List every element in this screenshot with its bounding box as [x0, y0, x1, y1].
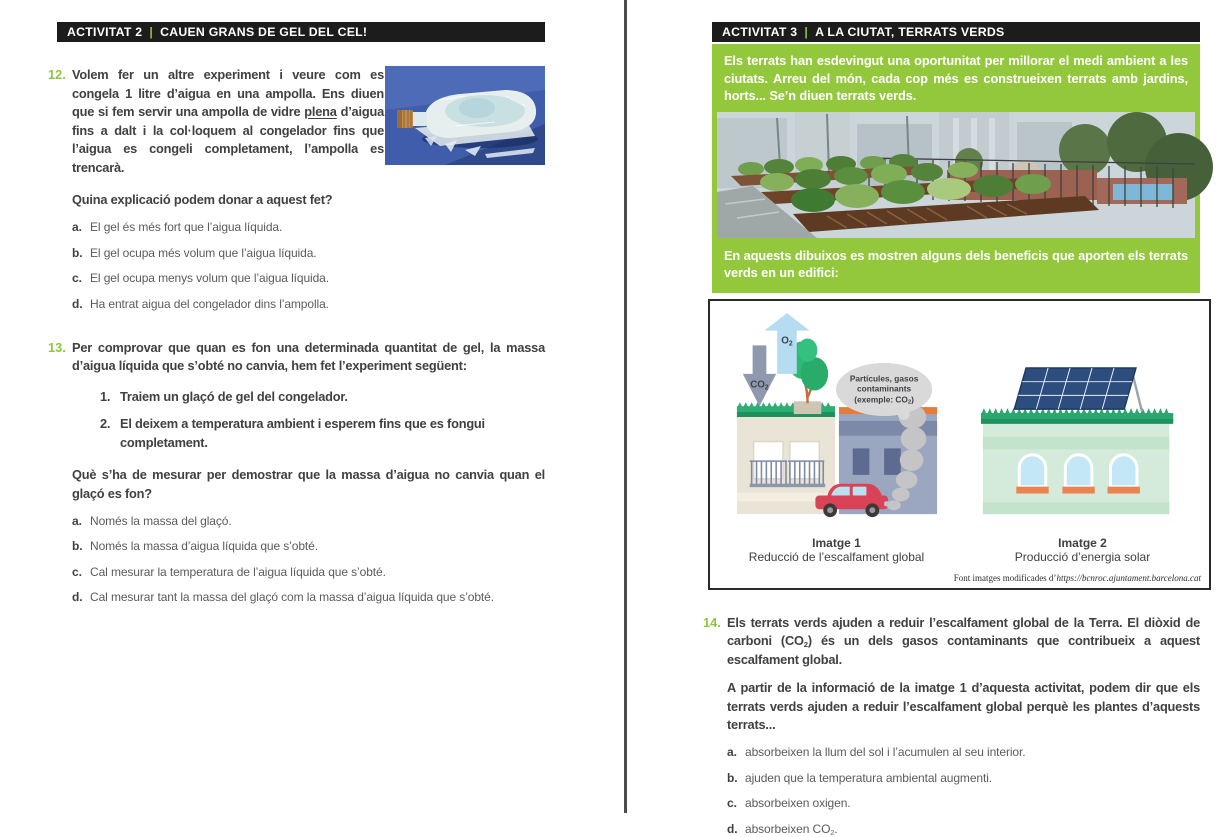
activity3-header-bar — [712, 22, 1200, 42]
solar-panel-icon — [1014, 367, 1142, 410]
benefits-diagram-box — [708, 299, 1211, 590]
activity2-label: ACTIVITAT 2 — [67, 25, 143, 39]
experiment-steps — [100, 388, 545, 453]
image2-title: Imatge 2 — [1058, 535, 1107, 550]
question-13-options — [72, 514, 545, 606]
option-row: d. Cal mesurar tant la massa del glaçó com la massa d’aigua líquida que s’obté. — [72, 590, 494, 604]
question-12-prompt: Quina explicació podem donar a aquest fet? — [72, 192, 333, 207]
step-row: 1. Traiem un glaçó de gel del congelador. — [100, 388, 348, 404]
option-row: a. Només la massa del glaçó. — [72, 513, 232, 528]
activity3-label: ACTIVITAT 3 — [722, 25, 798, 39]
rooftop-garden-photo — [717, 112, 1195, 238]
image1-caption: Reducció de l’escalfament global — [748, 549, 925, 564]
intro-caption: En aquests dibuixos es mostren alguns dels beneficis que aporten els terrats verds en un edifici: — [724, 247, 1188, 280]
green-roof-icon — [980, 408, 1172, 424]
question-12-statement: Volem fer un altre experiment i veure com es congela 1 litre d’aigua en una ampolla. Ens diuen que si fem servir una ampolla de vidre plena d’aigua fins a dalt i la col·loquem al congelador fins que l’aigua es congeli completament, l’ampolla es trencarà. — [72, 67, 384, 175]
option-row: c. El gel ocupa menys volum que l’aigua líquida. — [72, 271, 329, 285]
page-right — [703, 22, 1200, 837]
svg-text:O2: $O_2$ — [780, 334, 793, 347]
question-12-number: 12. — [48, 67, 66, 82]
question-14-number: 14. — [703, 614, 721, 630]
option-row: c. Cal mesurar la temperatura de l’aigua líquida que s’obté. — [72, 564, 386, 579]
page-left — [48, 22, 545, 605]
question-13-number: 13. — [48, 339, 66, 355]
svg-text:Partícules, gasos: Partícules, gasos — [849, 373, 918, 384]
step-row: 2. El deixem a temperatura ambient i esperem fins que es fongui completament. — [100, 416, 485, 450]
intro-text: Els terrats han esdevingut una oportunitat per millorar el medi ambient a les ciutats. Arreu del món, cada cop més es construeixen terrats amb jardins, horts... Se’n diuen terrats verds. — [724, 53, 1188, 103]
svg-text:CO2: $CO_2$ — [749, 379, 769, 392]
question-14-options — [727, 745, 1200, 837]
option-row: d. Ha entrat aigua del congelador dins l’ampolla. — [72, 296, 329, 311]
page-divider — [624, 0, 627, 813]
arched-window-icon — [1016, 454, 1140, 493]
question-14 — [703, 614, 1200, 837]
option-row: a. absorbeixen la llum del sol i l’acumulen al seu interior. — [727, 745, 1026, 759]
question-12 — [48, 66, 545, 312]
option-row: b. El gel ocupa més volum que l’aigua líquida. — [72, 245, 317, 260]
image-source-credit: Font imatges modificades d’https://bcnroc.ajuntament.barcelona.cat — [953, 572, 1201, 583]
broken-frozen-bottle-photo — [385, 66, 545, 165]
option-row: b. ajuden que la temperatura ambiental augmenti. — [727, 770, 992, 785]
intro-green-box — [712, 44, 1200, 293]
question-14-prompt: A partir de la informació de la imatge 1 d’aquesta activitat, podem dir que els terrats verds ajuden a reduir l’escalfament global perquè les plantes d’aquests terrats... — [727, 680, 1200, 732]
activity2-title: CAUEN GRANS DE GEL DEL CEL! — [160, 25, 368, 39]
question-13 — [48, 339, 545, 606]
option-row: d. absorbeixen $CO_2$. — [727, 821, 838, 837]
green-roof-building-illustration — [727, 313, 947, 521]
option-row: a. El gel és més fort que l’aigua líquida. — [72, 220, 283, 234]
svg-text:contaminants: contaminants — [856, 382, 911, 393]
image1-title: Imatge 1 — [812, 535, 861, 550]
question-14-statement: Els terrats verds ajuden a reduir l’escalfament global de la Terra. El diòxid de carboni $(CO_2)$ és un dels gasos contaminants que contribueix a aquest escalfament global. — [727, 614, 1200, 667]
diagram-image-1 — [727, 313, 947, 564]
question-13-prompt: Què s’ha de mesurar per demostrar que la massa d’aigua no canvia quan el glaçó es fon? — [72, 467, 545, 501]
header-separator-glyph: | — [149, 25, 154, 39]
header-separator-glyph: | — [804, 25, 809, 39]
solar-panel-building-illustration — [973, 313, 1193, 521]
diagram-image-2 — [973, 313, 1193, 564]
svg-text:(exemple: CO2): (exemple: CO2) — [853, 393, 914, 406]
activity3-title: A LA CIUTAT, TERRATS VERDS — [815, 25, 1005, 39]
question-12-options — [72, 220, 545, 312]
image2-caption: Producció d’energia solar — [1014, 549, 1151, 564]
source-url: https://bcnroc.ajuntament.barcelona.cat — [1056, 572, 1201, 583]
underlined-word: plena — [304, 104, 337, 119]
option-row: c. absorbeixen oxigen. — [727, 796, 851, 810]
option-row: b. Només la massa d’aigua líquida que s’obté. — [72, 539, 318, 553]
question-13-statement: Per comprovar que quan es fon una determinada quantitat de gel, la massa d’aigua líquida que s’obté no canvia, hem fet l’experiment següent: — [72, 339, 545, 373]
co2-arrow-down-icon — [742, 345, 775, 406]
activity2-header-bar — [57, 22, 545, 42]
